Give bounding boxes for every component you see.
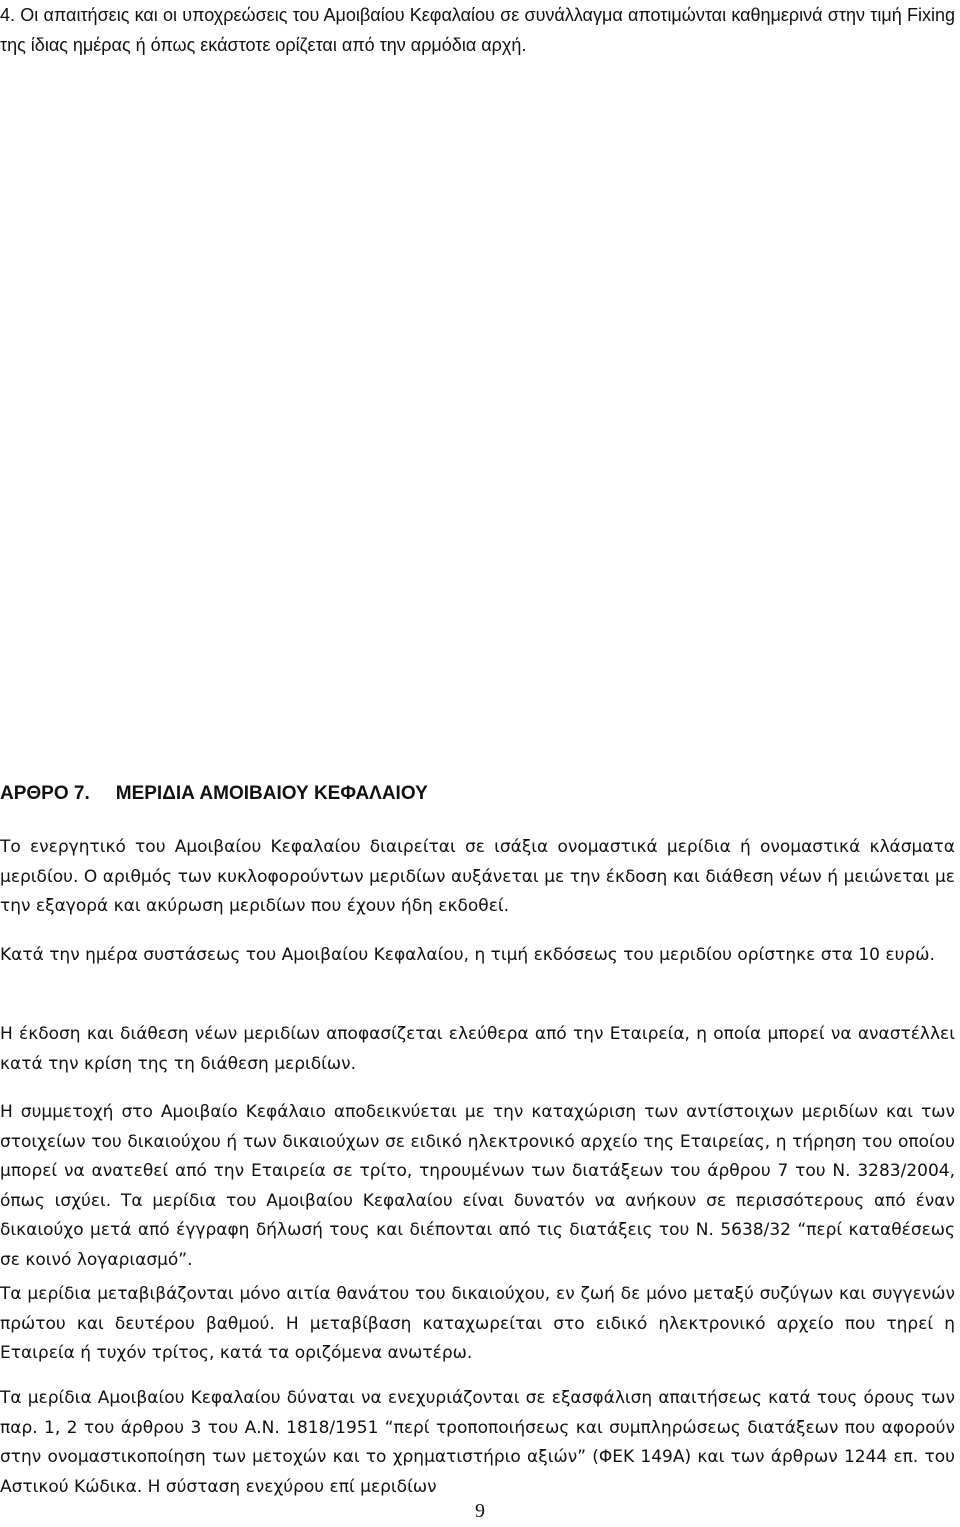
paragraph-units-division: Το ενεργητικό του Αμοιβαίου Κεφαλαίου διαιρείται σε ισάξια ονομαστικά μερίδια ή ονομαστικά κλάσματα μεριδίου. Ο αριθμός των κυκλοφορούντων μεριδίων αυξάνεται με την έκδοση και διάθεση νέων ή μειώνεται με την εξαγορά και ακύρωση μεριδίων που έχουν ήδη εκδοθεί. xyxy=(0,837,955,916)
article-title: ΜΕΡΙΔΙΑ ΑΜΟΙΒΑΙΟΥ ΚΕΦΑΛΑΙΟΥ xyxy=(115,783,428,804)
article-heading xyxy=(0,783,428,805)
paragraph-new-units: Η έκδοση και διάθεση νέων μεριδίων αποφασίζεται ελεύθερα από την Εταιρεία, η οποία μπορεί να αναστέλλει κατά την κρίση της τη διάθεση μεριδίων. xyxy=(0,1024,955,1074)
article-number: ΑΡΘΡΟ 7. xyxy=(0,783,90,804)
paragraph-pledge: Τα μερίδια Αμοιβαίου Κεφαλαίου δύναται να ενεχυριάζονται σε εξασφάλιση απαιτήσεως κατά τους όρους των παρ. 1, 2 του άρθρου 3 του Α.Ν. 1818/1951 “περί τροποποιήσεως και συμπληρώσεως διατάξεων που αφορούν στην ονομαστικοποίηση των μετοχών και το χρηματιστήριο αξιών” (ΦΕΚ 149Α) και των άρθρων 1244 επ. του Αστικού Κώδικα. Η σύσταση ενεχύρου επί μεριδίων xyxy=(0,1388,955,1497)
paragraph-participation: Η συμμετοχή στο Αμοιβαίο Κεφάλαιο αποδεικνύεται με την καταχώριση των αντίστοιχων μεριδίων και των στοιχείων του δικαιούχου ή των δικαιούχων σε ειδικό ηλεκτρονικό αρχείο της Εταιρείας, η τήρηση του οποίου μπορεί να ανατεθεί από την Εταιρεία σε τρίτο, τηρουμένων των διατάξεων του άρθρου 7 του Ν. 3283/2004, όπως ισχύει. Τα μερίδια του Αμοιβαίου Κεφαλαίου είναι δυνατόν να ανήκουν σε περισσότερους από έναν δικαιούχο μετά από έγγραφη δήλωσή τους και διέπονται από τις διατάξεις του Ν. 5638/32 “περί καταθέσεως σε κοινό λογαριασμό”. xyxy=(0,1102,955,1270)
paragraph-transfer: Τα μερίδια μεταβιβάζονται μόνο αιτία θανάτου του δικαιούχου, εν ζωή δε μόνο μεταξύ συζύγων και συγγενών πρώτου και δευτέρου βαθμού. Η μεταβίβαση καταχωρείται στο ειδικό ηλεκτρονικό αρχείο που τηρεί η Εταιρεία ή τυχόν τρίτος, κατά τα οριζόμενα ανωτέρω. xyxy=(0,1284,955,1363)
paragraph-fx-valuation: 4. Οι απαιτήσεις και οι υποχρεώσεις του Αμοιβαίου Κεφαλαίου σε συνάλλαγμα αποτιμώνται καθημερινά στην τιμή Fixing της ίδιας ημέρας ή όπως εκάστοτε ορίζεται από την αρμόδια αρχή. xyxy=(0,5,955,55)
paragraph-initial-price: Κατά την ημέρα συστάσεως του Αμοιβαίου Κεφαλαίου, η τιμή εκδόσεως του μεριδίου ορίστηκε στα 10 ευρώ. xyxy=(0,945,935,965)
page-number: 9 xyxy=(475,1500,485,1522)
